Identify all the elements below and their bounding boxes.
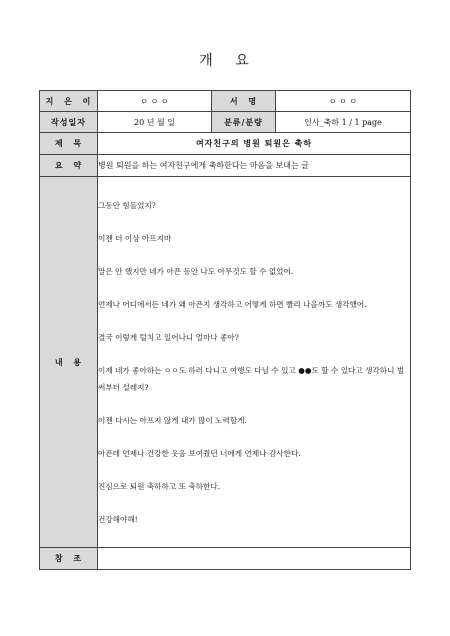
date-label: 작성일자 bbox=[40, 112, 98, 133]
category-label: 분류/분량 bbox=[212, 112, 276, 133]
content-row bbox=[40, 177, 411, 548]
summary-row bbox=[40, 155, 411, 177]
content-paragraph: 말은 안 했지만 네가 아픈 동안 나도 아무것도 할 수 없었어. bbox=[98, 266, 294, 276]
name-value: ㅇ ㅇ ㅇ bbox=[276, 91, 411, 112]
category-value: 인사_축하 1 / 1 page bbox=[276, 112, 411, 133]
reference-label: 참 조 bbox=[40, 548, 98, 570]
author-label: 지 은 이 bbox=[40, 91, 98, 112]
subject-label: 제 목 bbox=[40, 133, 98, 155]
date-row bbox=[40, 112, 411, 133]
content-paragraph: 아픈데 언제나 건강한 웃음 보여줬던 너에게 언제나 감사한다. bbox=[98, 448, 301, 458]
form-table bbox=[39, 90, 411, 570]
content-paragraph: 진심으로 퇴원 축하하고 또 축하한다. bbox=[98, 481, 221, 491]
content-body bbox=[98, 177, 411, 548]
content-paragraph: 이젠 더 이상 아프지마 bbox=[98, 233, 172, 243]
content-label: 내 용 bbox=[40, 177, 98, 548]
author-row bbox=[40, 91, 411, 112]
content-paragraph: 결국 이렇게 털치고 일어나니 얼마나 좋아? bbox=[98, 332, 239, 342]
name-label: 서 명 bbox=[212, 91, 276, 112]
subject-value: 여자친구의 병원 퇴원은 축하 bbox=[98, 133, 411, 155]
author-value: ㅇ ㅇ ㅇ bbox=[98, 91, 212, 112]
date-value: 20 년 월 일 bbox=[98, 112, 212, 133]
content-paragraph: 이제 네가 좋아하는 ㅇㅇ도 하러 다니고 여행도 다닐 수 있고 ●●도 할 수 있다고 생각하니 벌써부터 설레지? bbox=[98, 365, 405, 392]
content-paragraph: 건강해야해! bbox=[98, 514, 138, 524]
reference-row bbox=[40, 548, 411, 570]
document-title: 개 요 bbox=[199, 53, 251, 69]
reference-value bbox=[98, 548, 411, 570]
content-paragraph: 그동안 힘들었지? bbox=[98, 200, 156, 210]
content-paragraph: 이젠 다시는 아프지 않게 내가 많이 노력할게. bbox=[98, 415, 247, 425]
summary-label: 요 약 bbox=[40, 155, 98, 177]
summary-value: 병원 퇴원을 하는 여자친구에게 축하한다는 마음을 보내는 글 bbox=[98, 155, 411, 177]
content-paragraph: 언제나 어디에서든 네가 왜 아픈지 생각하고 어떻게 하면 빨리 나을까도 생각했어. bbox=[98, 299, 367, 309]
subject-row bbox=[40, 133, 411, 155]
